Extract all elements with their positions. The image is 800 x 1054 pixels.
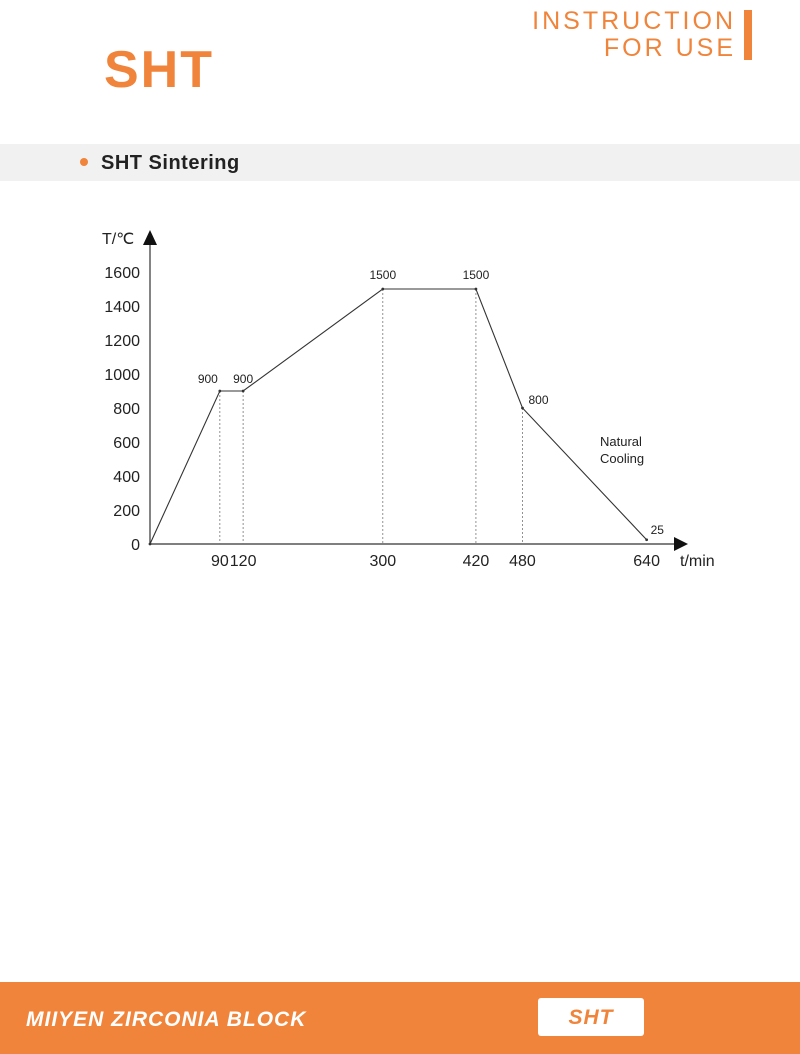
y-tick-label: 400	[113, 469, 140, 486]
y-tick-label: 1200	[104, 333, 140, 350]
footer-brand: MIIYEN ZIRCONIA BLOCK	[26, 1008, 307, 1031]
data-point	[149, 543, 152, 546]
y-tick-label: 200	[113, 503, 140, 520]
instruction-line-2: FOR USE	[603, 34, 736, 62]
y-tick-label: 0	[131, 537, 140, 554]
annotation-natural: Natural	[600, 434, 642, 449]
x-axis-arrow-icon	[674, 537, 688, 551]
instruction-line-1: INSTRUCTION	[532, 7, 736, 35]
y-axis-title: T/℃	[102, 231, 135, 248]
section-title: SHT Sintering	[101, 152, 240, 174]
chart-guides	[220, 289, 523, 544]
data-point	[645, 538, 648, 541]
annotation-cooling: Cooling	[600, 451, 645, 466]
x-tick-label: 480	[509, 553, 536, 570]
data-point	[521, 407, 524, 410]
instruction-accent-bar	[744, 10, 752, 60]
bullet-icon	[80, 158, 88, 166]
point-label: 900	[233, 372, 254, 386]
x-axis-title: t/min	[680, 553, 715, 570]
data-point	[381, 288, 384, 291]
chart-curve-layer	[149, 288, 648, 546]
x-tick-label: 640	[633, 553, 660, 570]
data-point	[242, 390, 245, 393]
point-label: 1500	[369, 268, 397, 282]
data-point	[475, 288, 478, 291]
instruction-for-use	[532, 8, 736, 62]
point-label: 1500	[462, 268, 490, 282]
y-tick-label: 1400	[104, 299, 140, 316]
sintering-chart	[0, 200, 800, 600]
footer-badge: SHT	[538, 998, 644, 1036]
series-line	[150, 289, 647, 544]
y-tick-label: 1000	[104, 367, 140, 384]
point-label: 25	[650, 522, 664, 537]
chart-labels	[102, 231, 715, 570]
x-tick-label: 300	[369, 553, 397, 570]
y-tick-label: 1600	[104, 265, 140, 282]
x-tick-label: 90	[210, 553, 229, 570]
y-axis-arrow-icon	[143, 230, 157, 245]
point-label: 900	[197, 372, 218, 386]
x-tick-label: 420	[462, 553, 490, 570]
data-point	[218, 390, 221, 393]
point-label: 800	[528, 393, 549, 407]
x-tick-label: 120	[229, 553, 257, 570]
y-tick-label: 600	[113, 435, 140, 452]
product-title: SHT	[104, 41, 214, 99]
y-tick-label: 800	[113, 401, 140, 418]
